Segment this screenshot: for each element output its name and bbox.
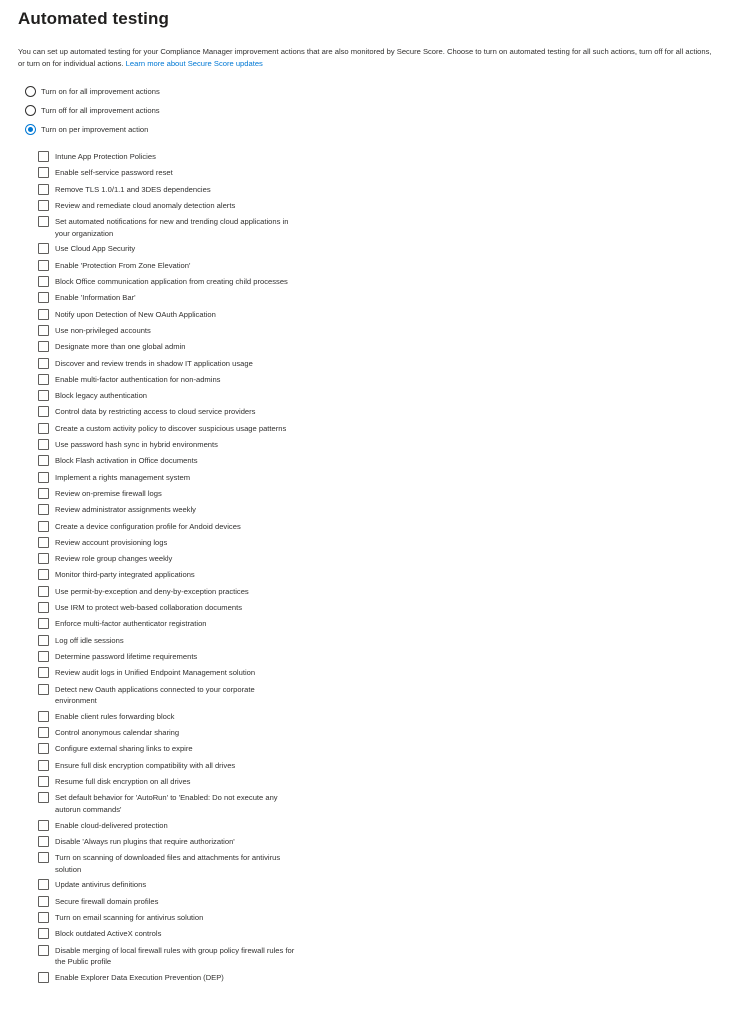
- checkbox[interactable]: [38, 553, 49, 564]
- improvement-action-item[interactable]: [38, 184, 298, 196]
- checkbox[interactable]: [38, 852, 49, 863]
- improvement-action-label: Secure firewall domain profiles: [55, 896, 159, 906]
- checkbox[interactable]: [38, 651, 49, 662]
- improvement-action-item[interactable]: [38, 792, 298, 815]
- improvement-action-label: Use password hash sync in hybrid environments: [55, 440, 218, 450]
- checkbox[interactable]: [38, 618, 49, 629]
- improvement-action-item[interactable]: [38, 325, 298, 337]
- checkbox[interactable]: [38, 602, 49, 613]
- improvement-action-item[interactable]: [38, 439, 298, 451]
- improvement-action-label: Configure external sharing links to expire: [55, 744, 193, 754]
- improvement-action-label: Ensure full disk encryption compatibility with all drives: [55, 760, 236, 770]
- radio-turn-on-all[interactable]: [25, 85, 160, 97]
- improvement-action-label: Control data by restricting access to cloud service providers: [55, 407, 256, 417]
- checkbox[interactable]: [38, 260, 49, 271]
- radio-turn-off-all[interactable]: [25, 104, 160, 116]
- improvement-action-item[interactable]: [38, 151, 298, 163]
- improvement-action-label: Disable merging of local firewall rules with group policy firewall rules for the Public profile: [55, 945, 295, 967]
- checkbox[interactable]: [38, 711, 49, 722]
- improvement-action-label: Use Cloud App Security: [55, 244, 136, 254]
- checkbox[interactable]: [38, 325, 49, 336]
- improvement-action-label: Review audit logs in Unified Endpoint Management solution: [55, 668, 256, 678]
- checkbox[interactable]: [38, 569, 49, 580]
- improvement-action-label: Use permit-by-exception and deny-by-exception practices: [55, 586, 249, 596]
- improvement-action-label: Create a custom activity policy to discover suspicious usage patterns: [55, 423, 287, 433]
- improvement-action-label: Set default behavior for 'AutoRun' to 'Enabled: Do not execute any autorun commands': [55, 793, 278, 814]
- radio-turn-on-per-action[interactable]: [25, 123, 160, 135]
- improvement-action-item[interactable]: [38, 972, 298, 984]
- improvement-action-item[interactable]: [38, 455, 298, 467]
- improvement-action-item[interactable]: [38, 260, 298, 272]
- improvement-action-item[interactable]: [38, 776, 298, 788]
- improvement-action-item[interactable]: [38, 488, 298, 500]
- improvement-action-item[interactable]: [38, 896, 298, 908]
- improvement-action-item[interactable]: [38, 743, 298, 755]
- improvement-action-item[interactable]: [38, 358, 298, 370]
- checkbox[interactable]: [38, 684, 49, 695]
- improvement-action-label: Review role group changes weekly: [55, 554, 173, 564]
- improvement-action-item[interactable]: [38, 618, 298, 630]
- checkbox[interactable]: [38, 309, 49, 320]
- checkbox[interactable]: [38, 912, 49, 923]
- improvement-action-item[interactable]: [38, 684, 298, 707]
- improvement-action-item[interactable]: [38, 374, 298, 386]
- improvement-action-label: Turn on email scanning for antivirus solution: [55, 913, 204, 923]
- improvement-action-item[interactable]: [38, 309, 298, 321]
- improvement-action-label: Designate more than one global admin: [55, 342, 186, 352]
- checkbox[interactable]: [38, 521, 49, 532]
- checkbox[interactable]: [38, 879, 49, 890]
- improvement-action-item[interactable]: [38, 200, 298, 212]
- improvement-action-item[interactable]: [38, 537, 298, 549]
- checkbox[interactable]: [38, 792, 49, 803]
- improvement-action-label: Enforce multi-factor authenticator registration: [55, 619, 207, 629]
- improvement-action-item[interactable]: [38, 635, 298, 647]
- improvement-action-label: Implement a rights management system: [55, 472, 191, 482]
- improvement-action-label: Intune App Protection Policies: [55, 152, 156, 161]
- checkbox[interactable]: [38, 216, 49, 227]
- improvement-action-label: Determine password lifetime requirements: [55, 651, 198, 661]
- radio-button-selected[interactable]: [25, 124, 36, 135]
- improvement-action-label: Update antivirus definitions: [55, 880, 147, 890]
- improvement-action-label: Block outdated ActiveX controls: [55, 929, 162, 939]
- improvement-action-item[interactable]: [38, 602, 298, 614]
- checkbox[interactable]: [38, 455, 49, 466]
- checkbox[interactable]: [38, 945, 49, 956]
- improvement-action-label: Turn on scanning of downloaded files and attachments for antivirus solution: [55, 853, 281, 874]
- testing-mode-radio-group: [25, 85, 160, 142]
- improvement-action-item[interactable]: [38, 341, 298, 353]
- improvement-action-item[interactable]: [38, 390, 298, 402]
- improvement-action-item[interactable]: [38, 667, 298, 679]
- checkbox[interactable]: [38, 472, 49, 483]
- radio-button[interactable]: [25, 105, 36, 116]
- improvement-action-label: Detect new Oauth applications connected to your corporate environment: [55, 684, 255, 705]
- checkbox[interactable]: [38, 727, 49, 738]
- improvement-action-label: Review on-premise firewall logs: [55, 488, 162, 498]
- improvement-action-label: Control anonymous calendar sharing: [55, 728, 180, 738]
- checkbox[interactable]: [38, 406, 49, 417]
- checkbox[interactable]: [38, 928, 49, 939]
- improvement-action-item[interactable]: [38, 820, 298, 832]
- checkbox[interactable]: [38, 243, 49, 254]
- improvement-action-item[interactable]: [38, 406, 298, 418]
- improvement-action-item[interactable]: [38, 651, 298, 663]
- checkbox[interactable]: [38, 390, 49, 401]
- improvement-action-item[interactable]: [38, 760, 298, 772]
- improvement-action-label: Monitor third-party integrated applications: [55, 570, 195, 580]
- improvement-action-label: Review account provisioning logs: [55, 537, 168, 547]
- improvement-action-item[interactable]: [38, 912, 298, 924]
- improvement-action-label: Review and remediate cloud anomaly detection alerts: [55, 200, 236, 210]
- improvement-action-label: Set automated notifications for new and trending cloud applications in your organization: [55, 217, 289, 238]
- improvement-action-item[interactable]: [38, 276, 298, 288]
- checkbox[interactable]: [38, 423, 49, 434]
- improvement-action-label: Enable self-service password reset: [55, 168, 173, 178]
- checkbox[interactable]: [38, 292, 49, 303]
- improvement-action-label: Block Flash activation in Office documents: [55, 456, 198, 466]
- checkbox[interactable]: [38, 667, 49, 678]
- checkbox[interactable]: [38, 504, 49, 515]
- improvement-action-item[interactable]: [38, 167, 298, 179]
- improvement-action-item[interactable]: [38, 243, 298, 255]
- improvement-action-item[interactable]: [38, 711, 298, 723]
- checkbox[interactable]: [38, 836, 49, 847]
- checkbox[interactable]: [38, 743, 49, 754]
- improvement-action-label: Enable multi-factor authentication for non-admins: [55, 374, 221, 384]
- radio-label: Turn off for all improvement actions: [41, 105, 160, 115]
- page-title: Automated testing: [18, 9, 169, 28]
- improvement-action-item[interactable]: [38, 852, 298, 875]
- description: [18, 46, 718, 70]
- improvement-action-item[interactable]: [38, 879, 298, 891]
- improvement-action-item[interactable]: [38, 945, 298, 968]
- checkbox[interactable]: [38, 151, 49, 162]
- improvement-action-item[interactable]: [38, 836, 298, 848]
- checkbox[interactable]: [38, 586, 49, 597]
- improvement-action-label: Notify upon Detection of New OAuth Application: [55, 309, 216, 319]
- improvement-action-item[interactable]: [38, 928, 298, 940]
- improvement-action-label: Use IRM to protect web-based collaboration documents: [55, 603, 242, 613]
- improvement-action-item[interactable]: [38, 216, 298, 239]
- radio-label: Turn on for all improvement actions: [41, 86, 160, 96]
- checkbox[interactable]: [38, 374, 49, 385]
- checkbox[interactable]: [38, 200, 49, 211]
- checkbox[interactable]: [38, 776, 49, 787]
- checkbox[interactable]: [38, 820, 49, 831]
- checkbox[interactable]: [38, 760, 49, 771]
- improvement-action-label: Block legacy authentication: [55, 391, 148, 401]
- improvement-action-label: Enable 'Information Bar': [55, 293, 136, 303]
- improvement-action-list: [38, 151, 298, 988]
- checkbox[interactable]: [38, 635, 49, 646]
- improvement-action-label: Block Office communication application from creating child processes: [55, 277, 288, 287]
- improvement-action-label: Enable cloud-delivered protection: [55, 820, 168, 830]
- improvement-action-label: Log off idle sessions: [55, 635, 124, 645]
- improvement-action-label: Enable Explorer Data Execution Prevention (DEP): [55, 972, 224, 982]
- checkbox[interactable]: [38, 184, 49, 195]
- checkbox[interactable]: [38, 167, 49, 178]
- improvement-action-item[interactable]: [38, 504, 298, 516]
- improvement-action-label: Use non-privileged accounts: [55, 325, 151, 335]
- description-text: You can set up automated testing for your Compliance Manager improvement actions that are also monitored by Secure Score. Choose to turn on automated testing for all such actions, turn off for all actions, or turn on for individual actions.: [18, 47, 712, 68]
- improvement-action-item[interactable]: [38, 521, 298, 533]
- improvement-action-label: Enable 'Protection From Zone Elevation': [55, 260, 191, 270]
- checkbox[interactable]: [38, 276, 49, 287]
- improvement-action-item[interactable]: [38, 553, 298, 565]
- improvement-action-label: Create a device configuration profile for Andoid devices: [55, 521, 241, 531]
- checkbox[interactable]: [38, 896, 49, 907]
- radio-button[interactable]: [25, 86, 36, 97]
- learn-more-link[interactable]: Learn more about Secure Score updates: [125, 59, 263, 68]
- checkbox[interactable]: [38, 439, 49, 450]
- radio-label: Turn on per improvement action: [41, 124, 149, 134]
- improvement-action-item[interactable]: [38, 423, 298, 435]
- improvement-action-label: Remove TLS 1.0/1.1 and 3DES dependencies: [55, 184, 211, 194]
- improvement-action-item[interactable]: [38, 727, 298, 739]
- improvement-action-label: Resume full disk encryption on all drives: [55, 776, 191, 786]
- improvement-action-label: Discover and review trends in shadow IT application usage: [55, 358, 253, 368]
- checkbox[interactable]: [38, 972, 49, 983]
- checkbox[interactable]: [38, 358, 49, 369]
- checkbox[interactable]: [38, 537, 49, 548]
- checkbox[interactable]: [38, 341, 49, 352]
- improvement-action-item[interactable]: [38, 586, 298, 598]
- improvement-action-label: Review administrator assignments weekly: [55, 505, 196, 515]
- improvement-action-item[interactable]: [38, 472, 298, 484]
- improvement-action-item[interactable]: [38, 569, 298, 581]
- checkbox[interactable]: [38, 488, 49, 499]
- improvement-action-label: Disable 'Always run plugins that require authorization': [55, 836, 235, 846]
- improvement-action-label: Enable client rules forwarding block: [55, 711, 175, 721]
- improvement-action-item[interactable]: [38, 292, 298, 304]
